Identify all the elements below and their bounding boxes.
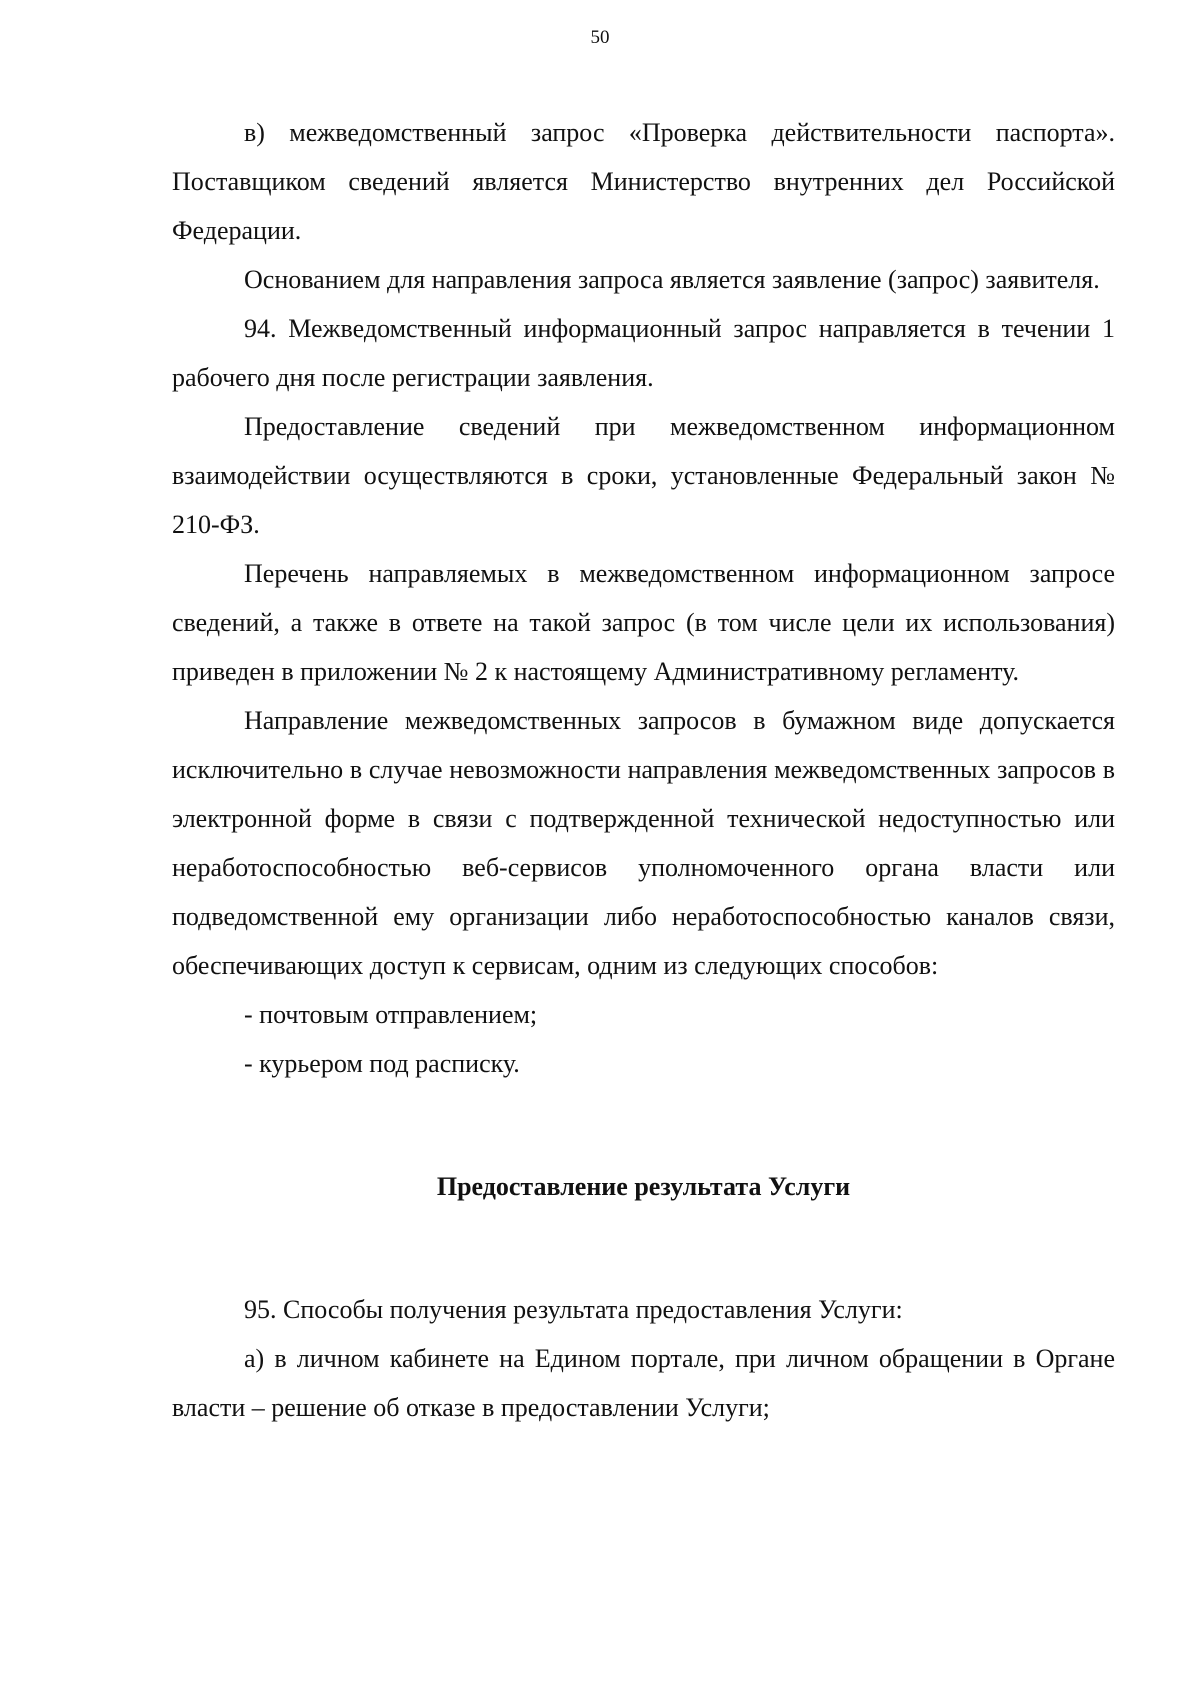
paragraph-94: 94. Межведомственный информационный запрос направляется в течении 1 рабочего дня после регистрации заявления. xyxy=(172,314,1115,392)
paragraph-information-provision: Предоставление сведений при межведомственном информационном взаимодействии осуществляются в сроки, установленные Федеральный закон № 210-ФЗ. xyxy=(172,412,1115,539)
paragraph-request-basis: Основанием для направления запроса является заявление (запрос) заявителя. xyxy=(244,265,1100,294)
paragraph-result-methods-a: а) в личном кабинете на Едином портале, при личном обращении в Органе власти – решение об отказе в предоставлении Услуги; xyxy=(172,1344,1115,1422)
document-body xyxy=(172,108,1115,1432)
paragraph-info-list: Перечень направляемых в межведомственном информационном запросе сведений, а также в ответе на такой запрос (в том числе цели их использования) приведен в приложении № 2 к настоящему Административному регламенту. xyxy=(172,559,1115,686)
paragraph-passport-request: в) межведомственный запрос «Проверка действительности паспорта». Поставщиком сведений является Министерство внутренних дел Российской Федерации. xyxy=(172,118,1115,245)
paragraph-paper-requests: Направление межведомственных запросов в бумажном виде допускается исключительно в случае невозможности направления межведомственных запросов в электронной форме в связи с подтвержденной технической недоступностью или неработоспособностью веб-сервисов уполномоченного органа власти или подведомственной ему организации либо неработоспособностью каналов связи, обеспечивающих доступ к сервисам, одним из следующих способов: xyxy=(172,706,1115,980)
page-number: 50 xyxy=(590,27,610,48)
paragraph-95: 95. Способы получения результата предоставления Услуги: xyxy=(244,1295,903,1324)
list-item-post: - почтовым отправлением; xyxy=(244,1000,538,1029)
list-item-courier: - курьером под расписку. xyxy=(244,1049,520,1078)
section-heading: Предоставление результата Услуги xyxy=(436,1172,851,1201)
